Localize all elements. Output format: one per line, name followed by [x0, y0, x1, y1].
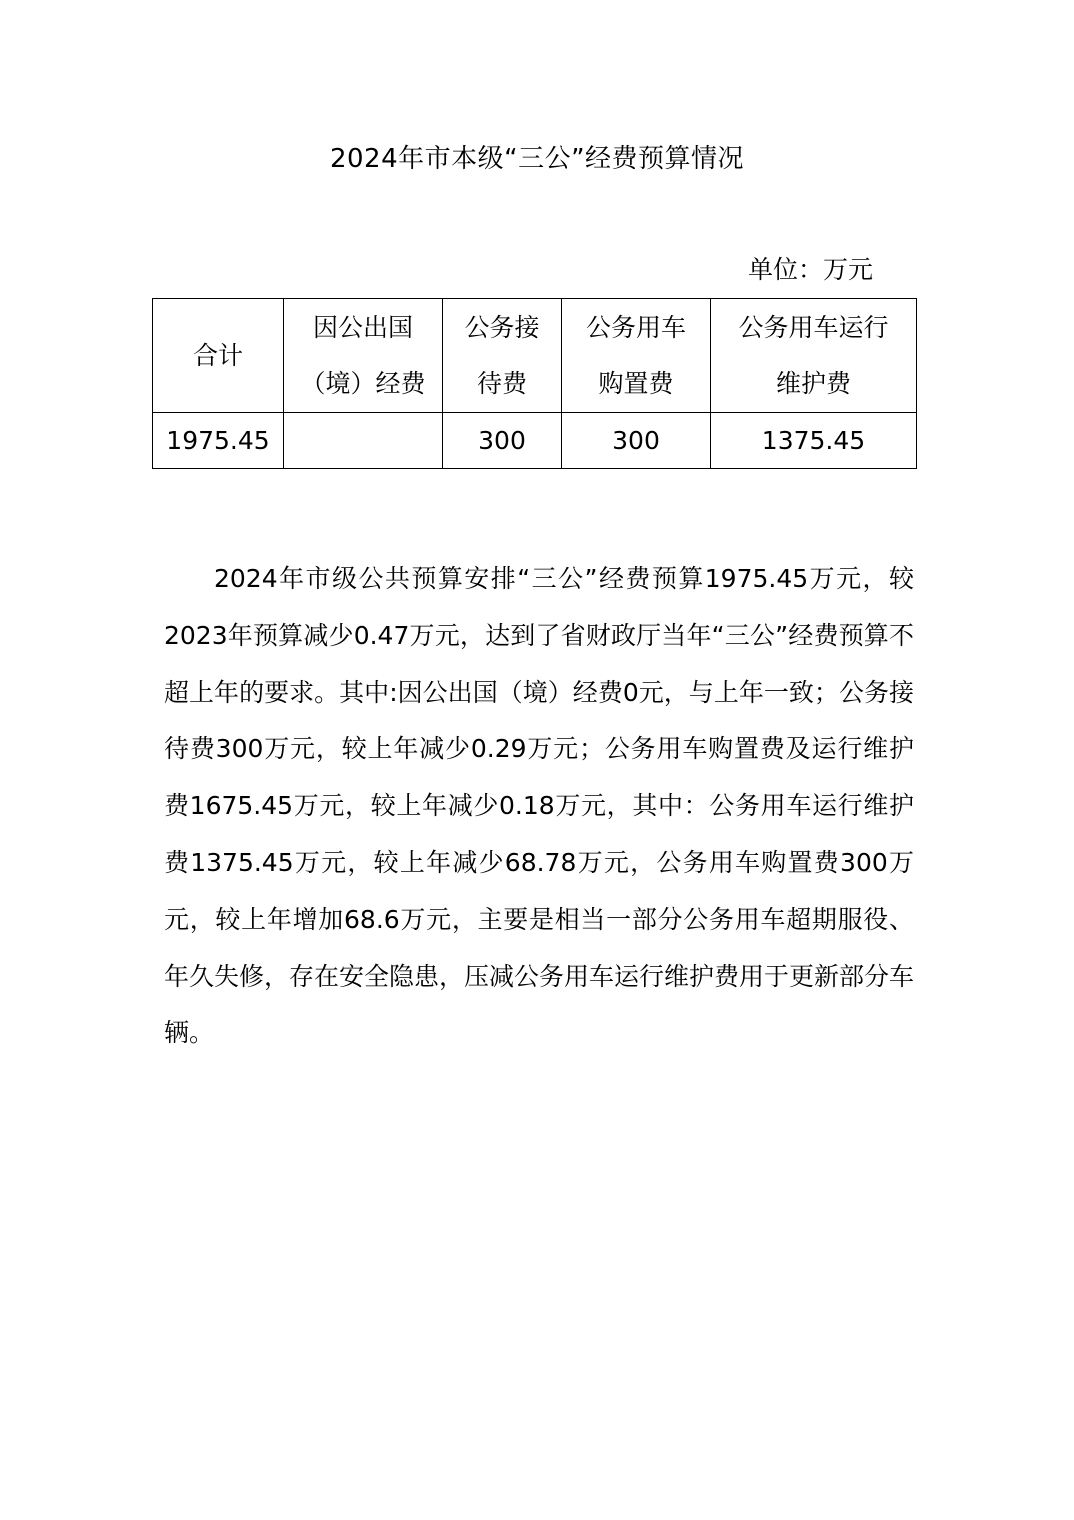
header-purchase-line1: 公务用车 [585, 312, 686, 342]
page-title: 2024年市本级“三公”经费预算情况 [329, 144, 745, 174]
header-reception-line2: 待费 [476, 368, 527, 398]
value-purchase: 300 [562, 413, 711, 469]
value-abroad [284, 413, 443, 469]
header-total [153, 299, 284, 413]
header-abroad [284, 299, 443, 413]
budget-description-paragraph: 2024年市级公共预算安排“三公”经费预算1975.45万元，较2023年预算减少0.47万元，达到了省财政厅当年“三公”经费预算不超上年的要求。其中:因公出国（境）经费0元，与上年一致；公务接待费300万元，较上年减少0.29万元；公务用车购置费及运行维护费1675.45万元，较上年减少0.18万元，其中：公务用车运行维护费1375.45万元，较上年减少68.78万元，公务用车购置费300万元，较上年增加68.6万元，主要是相当一部分公务用车超期服役、年久失修，存在安全隐患，压减公务用车运行维护费用于更新部分车辆。 [164, 564, 915, 1048]
unit-label: 单位：万元 [748, 255, 874, 284]
table-value-row [153, 413, 917, 469]
header-reception-line1: 公务接 [464, 312, 540, 342]
header-reception [443, 299, 562, 413]
header-operation-line2: 维护费 [775, 368, 851, 398]
header-purchase-line2: 购置费 [598, 368, 674, 398]
header-abroad-line1: 因公出国 [312, 312, 413, 342]
value-total: 1975.45 [153, 413, 284, 469]
header-operation-line1: 公务用车运行 [738, 312, 889, 342]
value-operation: 1375.45 [711, 413, 917, 469]
budget-table [152, 298, 917, 469]
table-header-row [153, 299, 917, 413]
value-reception: 300 [443, 413, 562, 469]
header-purchase [562, 299, 711, 413]
header-total-label: 合计 [192, 340, 243, 370]
header-abroad-line2: （境）经费 [300, 368, 426, 398]
header-operation [711, 299, 917, 413]
